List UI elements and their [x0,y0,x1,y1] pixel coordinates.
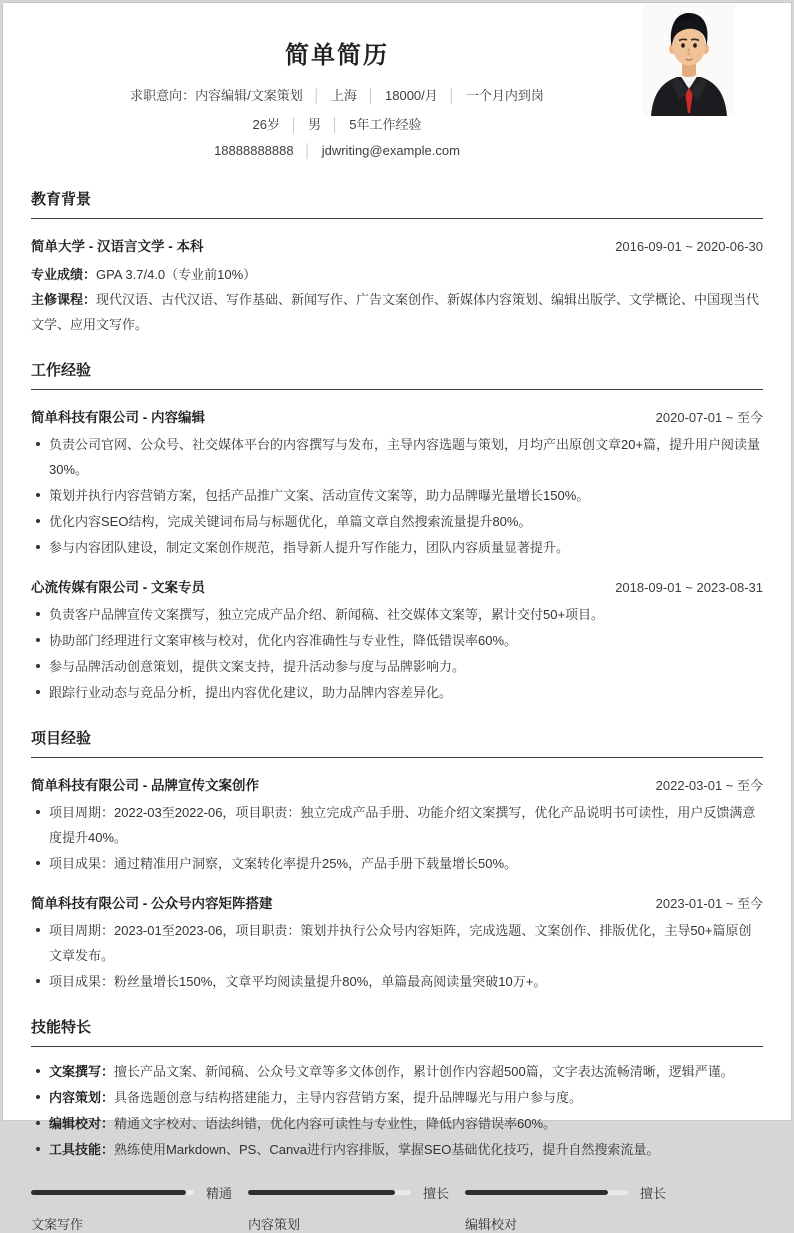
job-intent-label: 求职意向： [130,88,196,103]
project-bullets [31,918,763,994]
skill-name-label: 编辑校对 [465,1217,518,1232]
education-school: 简单大学 - 汉语言文学 - 本科 [31,239,204,254]
header-text [31,35,643,158]
list-item: 负责公司官网、公众号、社交媒体平台的内容撰写与发布，主导内容选题与策划，月均产出原创文章20+篇，提升用户阅读量30%。 [31,432,763,482]
item-label: 工具技能： [49,1142,115,1157]
work-company-role: 简单科技有限公司 - 内容编辑 [31,410,205,425]
item-label: 主修课程： [31,292,97,307]
project-entry-head [31,892,763,912]
resume-page [2,2,792,1232]
project-entry-head [31,774,763,794]
separator: │ [331,117,340,132]
info-item: 一个月内到岗 [465,88,544,103]
job-intent-line [31,85,643,104]
item-label: 文案撰写： [49,1064,115,1079]
section-skills [31,1016,763,1233]
education-fields [31,262,763,337]
skill-bar-copywriting [31,1183,234,1233]
contact-line [31,143,643,158]
education-title: 教育背景 [31,188,763,219]
work-company-role: 心流传媒有限公司 - 文案专员 [31,580,205,595]
skills-bullets [31,1059,763,1162]
list-item: 项目周期：2022-03至2022-06，项目职责：独立完成产品手册、功能介绍文案撰写，优化产品说明书可读性，用户反馈满意度提升40%。 [31,800,763,850]
list-item: 专业成绩：GPA 3.7/4.0（专业前10%） [31,267,257,282]
work-entry [31,406,763,560]
skill-bar-fill [465,1190,608,1195]
job-intent-values [195,88,544,103]
work-bullets [31,432,763,560]
education-entry-head [31,235,763,255]
item-label: 编辑校对： [49,1116,115,1131]
item-label: 内容策划： [49,1090,115,1105]
list-item: 负责客户品牌宣传文案撰写，独立完成产品介绍、新闻稿、社交媒体文案等，累计交付50+项目。 [31,602,763,627]
skill-bar-row [465,1183,668,1202]
skill-level-label: 擅长 [640,1186,667,1201]
avatar-illustration [643,4,735,116]
project-date: 2022-03-01 ~ 至今 [655,778,763,793]
project-entry [31,774,763,876]
list-item: 工具技能：熟练使用Markdown、PS、Canva进行内容排版，掌握SEO基础优化技巧，提升自然搜索流量。 [31,1137,763,1162]
skill-bar-track [465,1190,628,1195]
separator: │ [366,88,375,103]
separator: │ [312,88,321,103]
list-item: 优化内容SEO结构，完成关键词布局与标题优化，单篇文章自然搜索流量提升80%。 [31,509,763,534]
work-date: 2018-09-01 ~ 2023-08-31 [615,580,763,595]
project-name: 简单科技有限公司 - 品牌宣传文案创作 [31,778,259,793]
skill-name-label: 内容策划 [248,1217,301,1232]
personal-info-line [31,114,643,133]
work-entry-head [31,576,763,596]
project-entry [31,892,763,994]
list-item: 参与品牌活动创意策划，提供文案支持，提升活动参与度与品牌影响力。 [31,654,763,679]
item-label: 专业成绩： [31,267,97,282]
education-date: 2016-09-01 ~ 2020-06-30 [615,239,763,254]
skills-title: 技能特长 [31,1016,763,1047]
skill-level-label: 擅长 [423,1186,450,1201]
profile-photo [643,4,735,116]
list-item: 参与内容团队建设，制定文案创作规范，指导新人提升写作能力，团队内容质量显著提升。 [31,535,763,560]
list-item: 内容策划：具备选题创意与结构搭建能力，主导内容营销方案，提升品牌曝光与用户参与度。 [31,1085,763,1110]
section-education [31,188,763,337]
info-item: jdwriting@example.com [321,143,460,158]
info-item: 上海 [330,88,357,103]
list-item: 主修课程：现代汉语、古代汉语、写作基础、新闻写作、广告文案创作、新媒体内容策划、编辑出版学、文学概论、中国现当代文学、应用文写作。 [31,292,760,332]
list-item: 文案撰写：擅长产品文案、新闻稿、公众号文章等多文体创作，累计创作内容超500篇，文字表达流畅清晰，逻辑严谨。 [31,1059,763,1084]
list-item: 项目周期：2023-01至2023-06，项目职责：策划并执行公众号内容矩阵，完成选题、文案创作、排版优化，主导50+篇原创文章发布。 [31,918,763,968]
skill-bar-track [248,1190,411,1195]
skill-bar-row [31,1183,234,1202]
projects-title: 项目经验 [31,727,763,758]
info-item: 内容编辑/文案策划 [195,88,303,103]
separator: │ [303,143,312,158]
work-entry-head [31,406,763,426]
info-item: 26岁 [252,117,280,132]
skill-bar-track [31,1190,194,1195]
list-item: 协助部门经理进行文案审核与校对，优化内容准确性与专业性，降低错误率60%。 [31,628,763,653]
work-entry [31,576,763,705]
skill-bar-fill [248,1190,395,1195]
skill-level-label: 精通 [206,1186,233,1201]
resume-header [31,3,763,158]
project-bullets [31,800,763,876]
skill-bar-planning [248,1183,451,1233]
work-date: 2020-07-01 ~ 至今 [655,410,763,425]
info-item: 18888888888 [214,143,294,158]
skill-bar-row [248,1183,451,1202]
list-item: 跟踪行业动态与竞品分析，提出内容优化建议，助力品牌内容差异化。 [31,680,763,705]
list-item: 编辑校对：精通文字校对、语法纠错，优化内容可读性与专业性，降低内容错误率60%。 [31,1111,763,1136]
skill-bar-fill [31,1190,186,1195]
list-item: 项目成果：粉丝量增长150%，文章平均阅读量提升80%，单篇最高阅读量突破10万+。 [31,969,763,994]
section-projects [31,727,763,994]
project-name: 简单科技有限公司 - 公众号内容矩阵搭建 [31,896,273,911]
skill-name-label: 文案写作 [31,1217,84,1232]
separator: │ [447,88,456,103]
info-item: 男 [308,117,322,132]
page-title: 简单简历 [285,42,389,69]
skill-bars [31,1183,763,1233]
info-item: 18000/月 [385,88,438,103]
education-entry [31,235,763,337]
list-item: 项目成果：通过精准用户洞察，文案转化率提升25%，产品手册下载量增长50%。 [31,851,763,876]
skill-bar-editing [465,1183,668,1233]
work-title: 工作经验 [31,359,763,390]
project-date: 2023-01-01 ~ 至今 [655,896,763,911]
section-work [31,359,763,705]
work-bullets [31,602,763,705]
separator: │ [289,117,299,132]
info-item: 5年工作经验 [349,117,422,132]
list-item: 策划并执行内容营销方案，包括产品推广文案、活动宣传文案等，助力品牌曝光量增长150%。 [31,483,763,508]
